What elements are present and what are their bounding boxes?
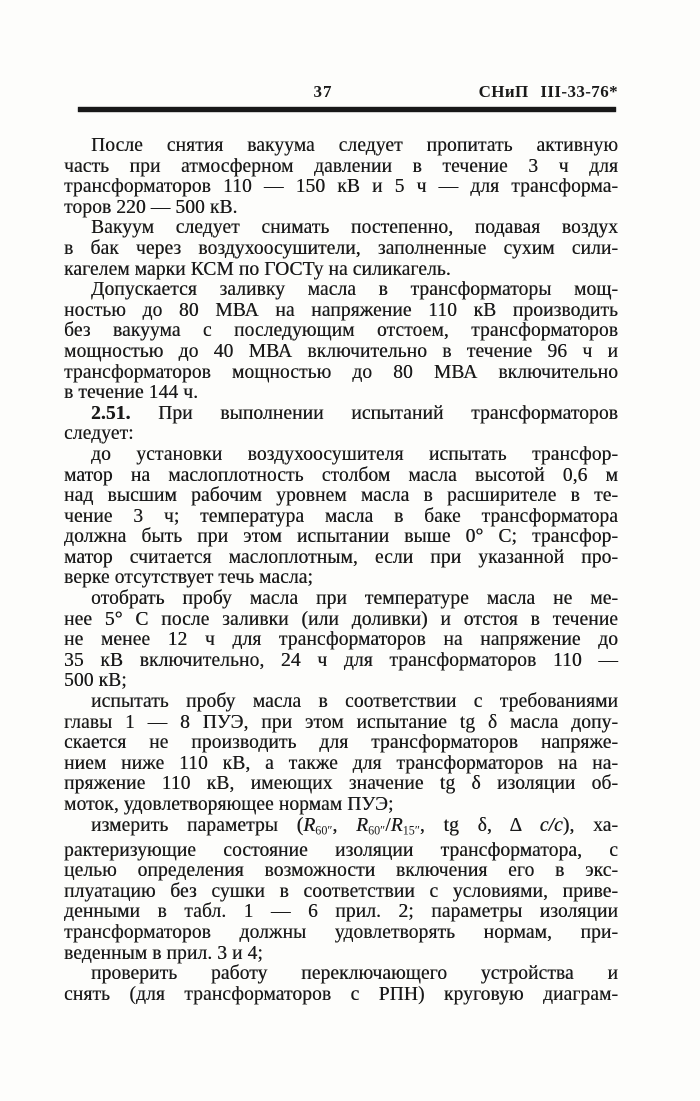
paragraph bbox=[64, 445, 618, 589]
text-line: пряжение 110 кВ, имеющих значение tg δ изоляции об- bbox=[64, 773, 618, 795]
text-segment: 2.51. bbox=[91, 402, 131, 424]
text-line: трансформаторов должны удовлетворять нормам, при- bbox=[64, 921, 618, 943]
page-header bbox=[64, 82, 618, 104]
text-segment: c/c bbox=[539, 814, 563, 836]
text-line: нием ниже 110 кВ, а также для трансформаторов на на- bbox=[64, 752, 618, 774]
text-line: плуатацию без сушки в соответствии с условиями, приве- bbox=[64, 880, 618, 902]
paragraph bbox=[64, 404, 618, 445]
text-line bbox=[64, 816, 618, 841]
paragraph bbox=[64, 692, 618, 816]
text-segment: ), ха- bbox=[562, 814, 619, 836]
text-line: испытать пробу масла в соответствии с требованиями bbox=[91, 691, 618, 713]
header-rule bbox=[78, 107, 616, 112]
doc-code: СНиП III-33-76* bbox=[478, 82, 618, 101]
text-segment: , bbox=[332, 814, 357, 836]
text-line: главы 1 — 8 ПУЭ, при этом испытание tg δ масла допу- bbox=[64, 711, 618, 733]
text-line: моток, удовлетворяющее нормам ПУЭ; bbox=[64, 794, 394, 815]
text-line: не менее 12 ч для трансформаторов на напряжение до bbox=[64, 629, 618, 651]
text-line: 35 кВ включительно, 24 ч для трансформаторов 110 — bbox=[64, 649, 618, 671]
text-line: ностью до 80 МВА на напряжение 110 кВ производить bbox=[64, 299, 618, 321]
text-line: следует: bbox=[64, 423, 134, 445]
text-line: денными в табл. 1 — 6 прил. 2; параметры изоляции bbox=[64, 901, 618, 923]
text-segment: / bbox=[385, 814, 391, 836]
text-line: Вакуум следует снимать постепенно, подавая воздух bbox=[91, 217, 618, 239]
text-line: в бак через воздухоосушители, заполненные сухим сили- bbox=[64, 237, 618, 259]
formula-subscript: 15″ bbox=[402, 822, 420, 837]
text-line: часть при атмосферном давлении в течение 3 ч для bbox=[64, 155, 618, 177]
page-number: 37 bbox=[313, 82, 333, 101]
text-line: матор на маслоплотность столбом масла высотой 0,6 м bbox=[64, 464, 618, 486]
text-line: верке отсутствует течь масла; bbox=[64, 567, 313, 589]
paragraph bbox=[64, 816, 618, 965]
paragraph bbox=[64, 280, 618, 404]
text-line: После снятия вакуума следует пропитать активную bbox=[91, 135, 618, 156]
text-line: должна быть при этом испытании выше 0° С; трансфор- bbox=[64, 526, 618, 548]
text-line: до установки воздухоосушителя испытать трансфор- bbox=[91, 443, 618, 465]
paragraph bbox=[64, 218, 618, 280]
text-line: кагелем марки КСМ по ГОСТу на силикагель. bbox=[64, 258, 451, 280]
text-segment: R bbox=[303, 814, 316, 836]
text-line: чение 3 ч; температура масла в баке трансформатора bbox=[64, 505, 618, 527]
text-line: трансформаторов мощностью до 80 МВА включительно bbox=[64, 361, 618, 383]
formula-subscript: 60″ bbox=[368, 822, 386, 837]
text-line: мощностью до 40 МВА включительно в течение 96 ч и bbox=[64, 340, 618, 362]
formula-subscript: 60″ bbox=[315, 822, 333, 837]
text-segment: R bbox=[356, 814, 369, 836]
text-line: проверить работу переключающего устройства и bbox=[91, 963, 618, 985]
paragraph bbox=[64, 589, 618, 692]
text-line: целью определения возможности включения его в экс- bbox=[64, 860, 618, 882]
text-segment: При выполнении испытаний трансформаторов bbox=[130, 402, 618, 424]
text-line: трансформаторов 110 — 150 кВ и 5 ч — для трансформа- bbox=[64, 176, 618, 198]
text-segment: , tg δ, Δ bbox=[419, 814, 540, 836]
text-line: Допускается заливку масла в трансформаторы мощ- bbox=[91, 279, 618, 301]
text-line: в течение 144 ч. bbox=[64, 382, 199, 404]
paragraph bbox=[64, 964, 618, 1005]
text-line: без вакуума с последующим отстоем, трансформаторов bbox=[64, 320, 618, 342]
text-segment: R bbox=[390, 814, 403, 836]
text-segment: измерить параметры ( bbox=[91, 814, 304, 836]
paragraph bbox=[64, 136, 618, 218]
text-line: матор считается маслоплотным, если при указанной про- bbox=[64, 546, 618, 568]
text-line bbox=[64, 404, 618, 425]
text-line: веденным в прил. 3 и 4; bbox=[64, 942, 263, 964]
text-line: снять (для трансформаторов с РПН) круговую диаграм- bbox=[64, 983, 618, 1005]
text-line: торов 220 — 500 кВ. bbox=[64, 196, 238, 218]
text-line: 500 кВ; bbox=[64, 670, 127, 692]
text-line: над высшим рабочим уровнем масла в расширителе в те- bbox=[64, 485, 618, 507]
text-line: скается не производить для трансформаторов напряже- bbox=[64, 732, 618, 754]
text-line: рактеризующие состояние изоляции трансформатора, с bbox=[64, 839, 618, 861]
text-line: нее 5° С после заливки (или доливки) и отстоя в течение bbox=[64, 608, 618, 630]
text-line: отобрать пробу масла при температуре масла не ме- bbox=[91, 588, 618, 610]
body-text bbox=[64, 136, 618, 1005]
